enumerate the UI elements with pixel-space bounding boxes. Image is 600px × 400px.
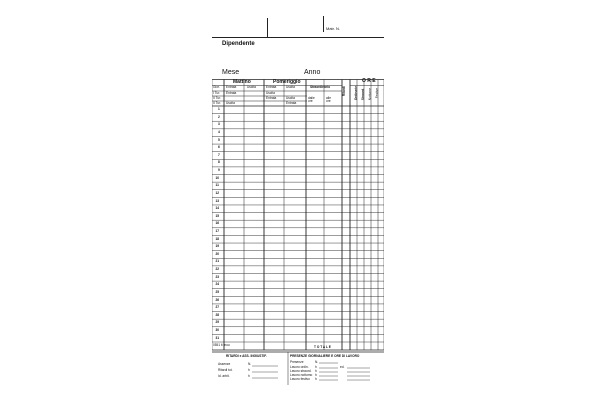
lavoro-notturno-label: Lavoro notturno (290, 373, 313, 377)
day-number: 22 (215, 267, 220, 272)
day-number: 26 (215, 297, 220, 302)
notturne-label: Notturne (368, 88, 372, 101)
day-number: 28 (215, 312, 220, 317)
ritardi-h: h (248, 368, 250, 372)
assenze-label: Assenze (218, 362, 231, 366)
pomeriggio-uscita-3: Uscita (286, 96, 295, 100)
day-number: 6 (218, 145, 220, 150)
lavoro-ordin-extra: ed. (340, 365, 345, 369)
ritardi-label: Ritardi (342, 86, 346, 97)
timecard (212, 0, 384, 400)
ore-label: O R E (362, 78, 376, 84)
day-number: 7 (218, 152, 220, 157)
day-number: 17 (215, 229, 220, 233)
pomeriggio-entrata: Entrata (266, 85, 277, 89)
mese-label: Mese (222, 69, 240, 76)
day-number: 19 (215, 244, 220, 249)
day-number: 24 (215, 282, 220, 287)
footer-right-title: PRESENZE GIORNALIERE E ORE DI LAVORO (290, 354, 360, 358)
id-arbit-h: h (248, 374, 250, 378)
assenze-n: N. (248, 362, 252, 366)
lavoro-straord-label: Lavoro straord. (290, 369, 312, 373)
presenze-n: N. (315, 360, 319, 364)
row-label-iiturno-b: II Tur. (213, 101, 221, 105)
mattino-entrata: Entrata (226, 85, 237, 89)
lavoro-ordin-h: h (315, 365, 317, 369)
lavoro-festivo-h: h (315, 377, 317, 381)
lavoro-notturno-h: h (315, 373, 317, 377)
day-number: 20 (215, 251, 220, 256)
day-number: 15 (215, 213, 220, 218)
festive-label: Festive (375, 88, 379, 99)
presenze-label: Presenze (290, 360, 304, 364)
mattino-label: Mattino (233, 79, 251, 85)
day-number: 16 (215, 221, 220, 226)
day-number: 1 (218, 107, 220, 112)
ritardi-tot-label: Ritardi tot. (218, 368, 233, 372)
matr-label: Matr. N. (326, 26, 341, 31)
anno-label: Anno (304, 69, 321, 76)
day-number: 11 (215, 183, 219, 188)
day-number: 2 (218, 114, 220, 119)
pomeriggio-entrata-3: Entrata (286, 101, 297, 105)
day-number: 21 (215, 259, 220, 264)
day-number: 10 (215, 175, 220, 180)
day-number: 31 (215, 335, 220, 340)
totale-label: T O T A L E (314, 345, 331, 349)
row-label-gior: Gior. (213, 85, 220, 89)
day-number: 27 (215, 305, 220, 310)
mattino-uscita-2: Uscita (226, 101, 235, 105)
straord-label: Straord. (361, 88, 365, 101)
footer-left-title: RITARDI e ASS. INGIUSTIF. (226, 354, 267, 358)
row-label-iiturno: II Tur. (213, 96, 221, 100)
timecard-grid (212, 0, 384, 400)
lavoro-ordin-label: Lavoro ordin. (290, 365, 309, 369)
lavoro-festivo-label: Lavoro festivo (290, 377, 310, 381)
straord-dalle-ore: dalle ore (308, 96, 315, 104)
pomeriggio-uscita-2: Uscita (266, 91, 275, 95)
day-number: 8 (218, 160, 220, 165)
day-number: 9 (218, 168, 220, 173)
id-arbit-label: Id. arbit. (218, 374, 230, 378)
straordinario-label: Straordinario (310, 85, 331, 89)
day-number: 5 (218, 137, 220, 142)
day-number: 14 (215, 206, 220, 211)
pomeriggio-label: Pomeriggio (273, 79, 301, 85)
day-number: 23 (215, 274, 220, 279)
day-number: 4 (218, 130, 220, 135)
pomeriggio-uscita: Uscita (286, 85, 295, 89)
day-number: 12 (215, 190, 220, 195)
day-number: 18 (215, 236, 220, 241)
mattino-entrata-2: Entrata (226, 91, 237, 95)
day-number: 30 (215, 327, 220, 332)
lavoro-straord-h: h (315, 369, 317, 373)
day-number: 3 (218, 122, 220, 127)
row-label-iturno: I Tur. (213, 91, 221, 95)
day-number: 25 (215, 289, 220, 294)
ordinarie-label: Ordinarie (354, 86, 358, 101)
dipendente-label: Dipendente (222, 41, 255, 47)
mattino-uscita: Uscita (247, 85, 256, 89)
pomeriggio-entrata-2: Entrata (266, 96, 277, 100)
day-number: 29 (215, 320, 220, 325)
form-code: 0551 it mou (213, 343, 230, 347)
straord-alle-ore: alle ore (326, 96, 331, 104)
day-number: 13 (215, 198, 220, 203)
